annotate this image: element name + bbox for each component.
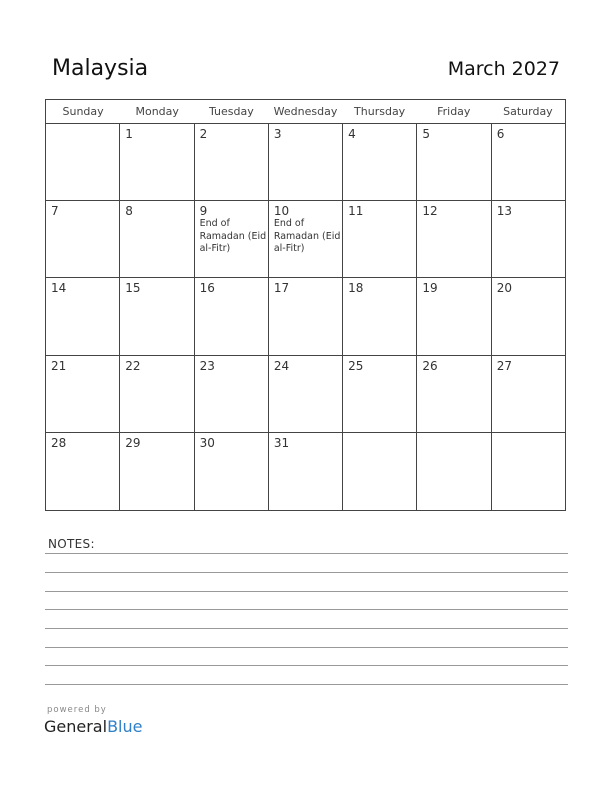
dow-friday: Friday	[437, 105, 471, 118]
day-number: 21	[51, 358, 67, 373]
note-line	[45, 628, 568, 629]
calendar-day-cell	[120, 278, 194, 354]
note-line	[45, 665, 568, 666]
calendar-day-cell	[343, 356, 417, 432]
dow-monday: Monday	[135, 105, 179, 118]
day-number: 4	[348, 127, 356, 141]
calendar-day-cell	[417, 433, 491, 510]
calendar-day-cell	[492, 356, 565, 432]
dow-saturday: Saturday	[503, 105, 553, 118]
note-line	[45, 591, 568, 592]
brand-general: General	[44, 717, 108, 736]
day-number: 10	[273, 204, 290, 219]
day-number: 7	[51, 204, 59, 219]
powered-by-text: powered by	[47, 705, 107, 715]
brand-blue: Blue	[107, 717, 143, 736]
calendar-day-cell	[120, 356, 194, 432]
calendar-day-cell	[46, 201, 120, 277]
day-number: 2	[199, 127, 208, 141]
day-number: 17	[273, 281, 290, 296]
holiday-label: End of Ramadan (Eid al-Fitr)	[199, 218, 267, 255]
day-number: 3	[273, 127, 282, 141]
holiday-label: End of Ramadan (Eid al-Fitr)	[273, 218, 341, 255]
day-number: 25	[348, 358, 364, 373]
day-number: 26	[422, 358, 438, 373]
calendar-day-cell	[120, 124, 194, 200]
calendar-day-cell	[417, 278, 491, 354]
day-number: 1	[125, 127, 133, 141]
calendar-day-cell	[269, 124, 343, 200]
calendar-day-cell	[492, 433, 565, 510]
note-line	[45, 647, 568, 648]
day-number: 28	[51, 435, 67, 450]
day-number: 22	[125, 358, 141, 373]
day-number: 18	[348, 281, 364, 296]
day-number: 30	[199, 435, 215, 450]
note-line	[45, 553, 568, 554]
calendar-week-row	[46, 356, 565, 433]
calendar-day-cell	[492, 278, 565, 354]
calendar-day-cell	[417, 201, 491, 277]
calendar-day-cell	[269, 356, 343, 432]
calendar-day-cell	[46, 356, 120, 432]
day-number: 8	[125, 204, 133, 219]
calendar-day-cell	[417, 124, 491, 200]
calendar-day-cell	[120, 201, 194, 277]
day-number: 16	[199, 281, 215, 296]
calendar-day-cell	[195, 433, 269, 510]
dow-thursday: Thursday	[354, 105, 406, 118]
calendar-day-cell	[269, 433, 343, 510]
calendar-day-cell	[343, 433, 417, 510]
day-number: 24	[273, 358, 290, 373]
country-title: Malaysia	[52, 56, 149, 81]
day-number: 5	[422, 127, 431, 141]
calendar-week-row	[46, 124, 565, 201]
days-of-week-header	[46, 100, 565, 124]
calendar-day-cell	[120, 433, 194, 510]
calendar-day-cell	[269, 201, 343, 277]
day-number: 9	[199, 204, 208, 219]
day-number: 13	[496, 204, 512, 219]
day-number: 19	[422, 281, 438, 296]
calendar-day-cell	[195, 278, 269, 354]
day-number: 14	[51, 281, 67, 296]
notes-label: NOTES:	[48, 537, 95, 551]
calendar-grid	[45, 99, 566, 511]
day-number: 29	[125, 435, 141, 450]
calendar-day-cell	[343, 124, 417, 200]
day-number: 31	[273, 435, 290, 450]
dow-tuesday: Tuesday	[208, 105, 254, 118]
calendar-day-cell	[46, 278, 120, 354]
calendar-day-cell	[492, 201, 565, 277]
generalblue-logo[interactable]	[44, 717, 142, 736]
month-year-title: March 2027	[447, 58, 560, 80]
dow-sunday: Sunday	[62, 105, 104, 118]
calendar-day-cell	[492, 124, 565, 200]
dow-wednesday: Wednesday	[273, 105, 338, 118]
calendar-week-row	[46, 278, 565, 355]
calendar-day-cell	[46, 433, 120, 510]
note-line	[45, 609, 568, 610]
note-line	[45, 572, 568, 573]
calendar-day-cell	[269, 278, 343, 354]
note-line	[45, 684, 568, 685]
day-number: 20	[496, 281, 512, 296]
calendar-week-row	[46, 201, 565, 278]
calendar-day-cell	[417, 356, 491, 432]
calendar-week-row	[46, 433, 565, 510]
calendar-day-cell	[343, 201, 417, 277]
calendar-day-cell	[46, 124, 120, 200]
day-number: 12	[422, 204, 438, 219]
calendar-weeks	[46, 124, 565, 510]
day-number: 27	[496, 358, 512, 373]
day-number: 15	[125, 281, 141, 296]
calendar-day-cell	[343, 278, 417, 354]
calendar-day-cell	[195, 124, 269, 200]
day-number: 11	[348, 204, 364, 219]
calendar-day-cell	[195, 356, 269, 432]
day-number: 23	[199, 358, 215, 373]
day-number: 6	[496, 127, 505, 141]
calendar-day-cell	[195, 201, 269, 277]
